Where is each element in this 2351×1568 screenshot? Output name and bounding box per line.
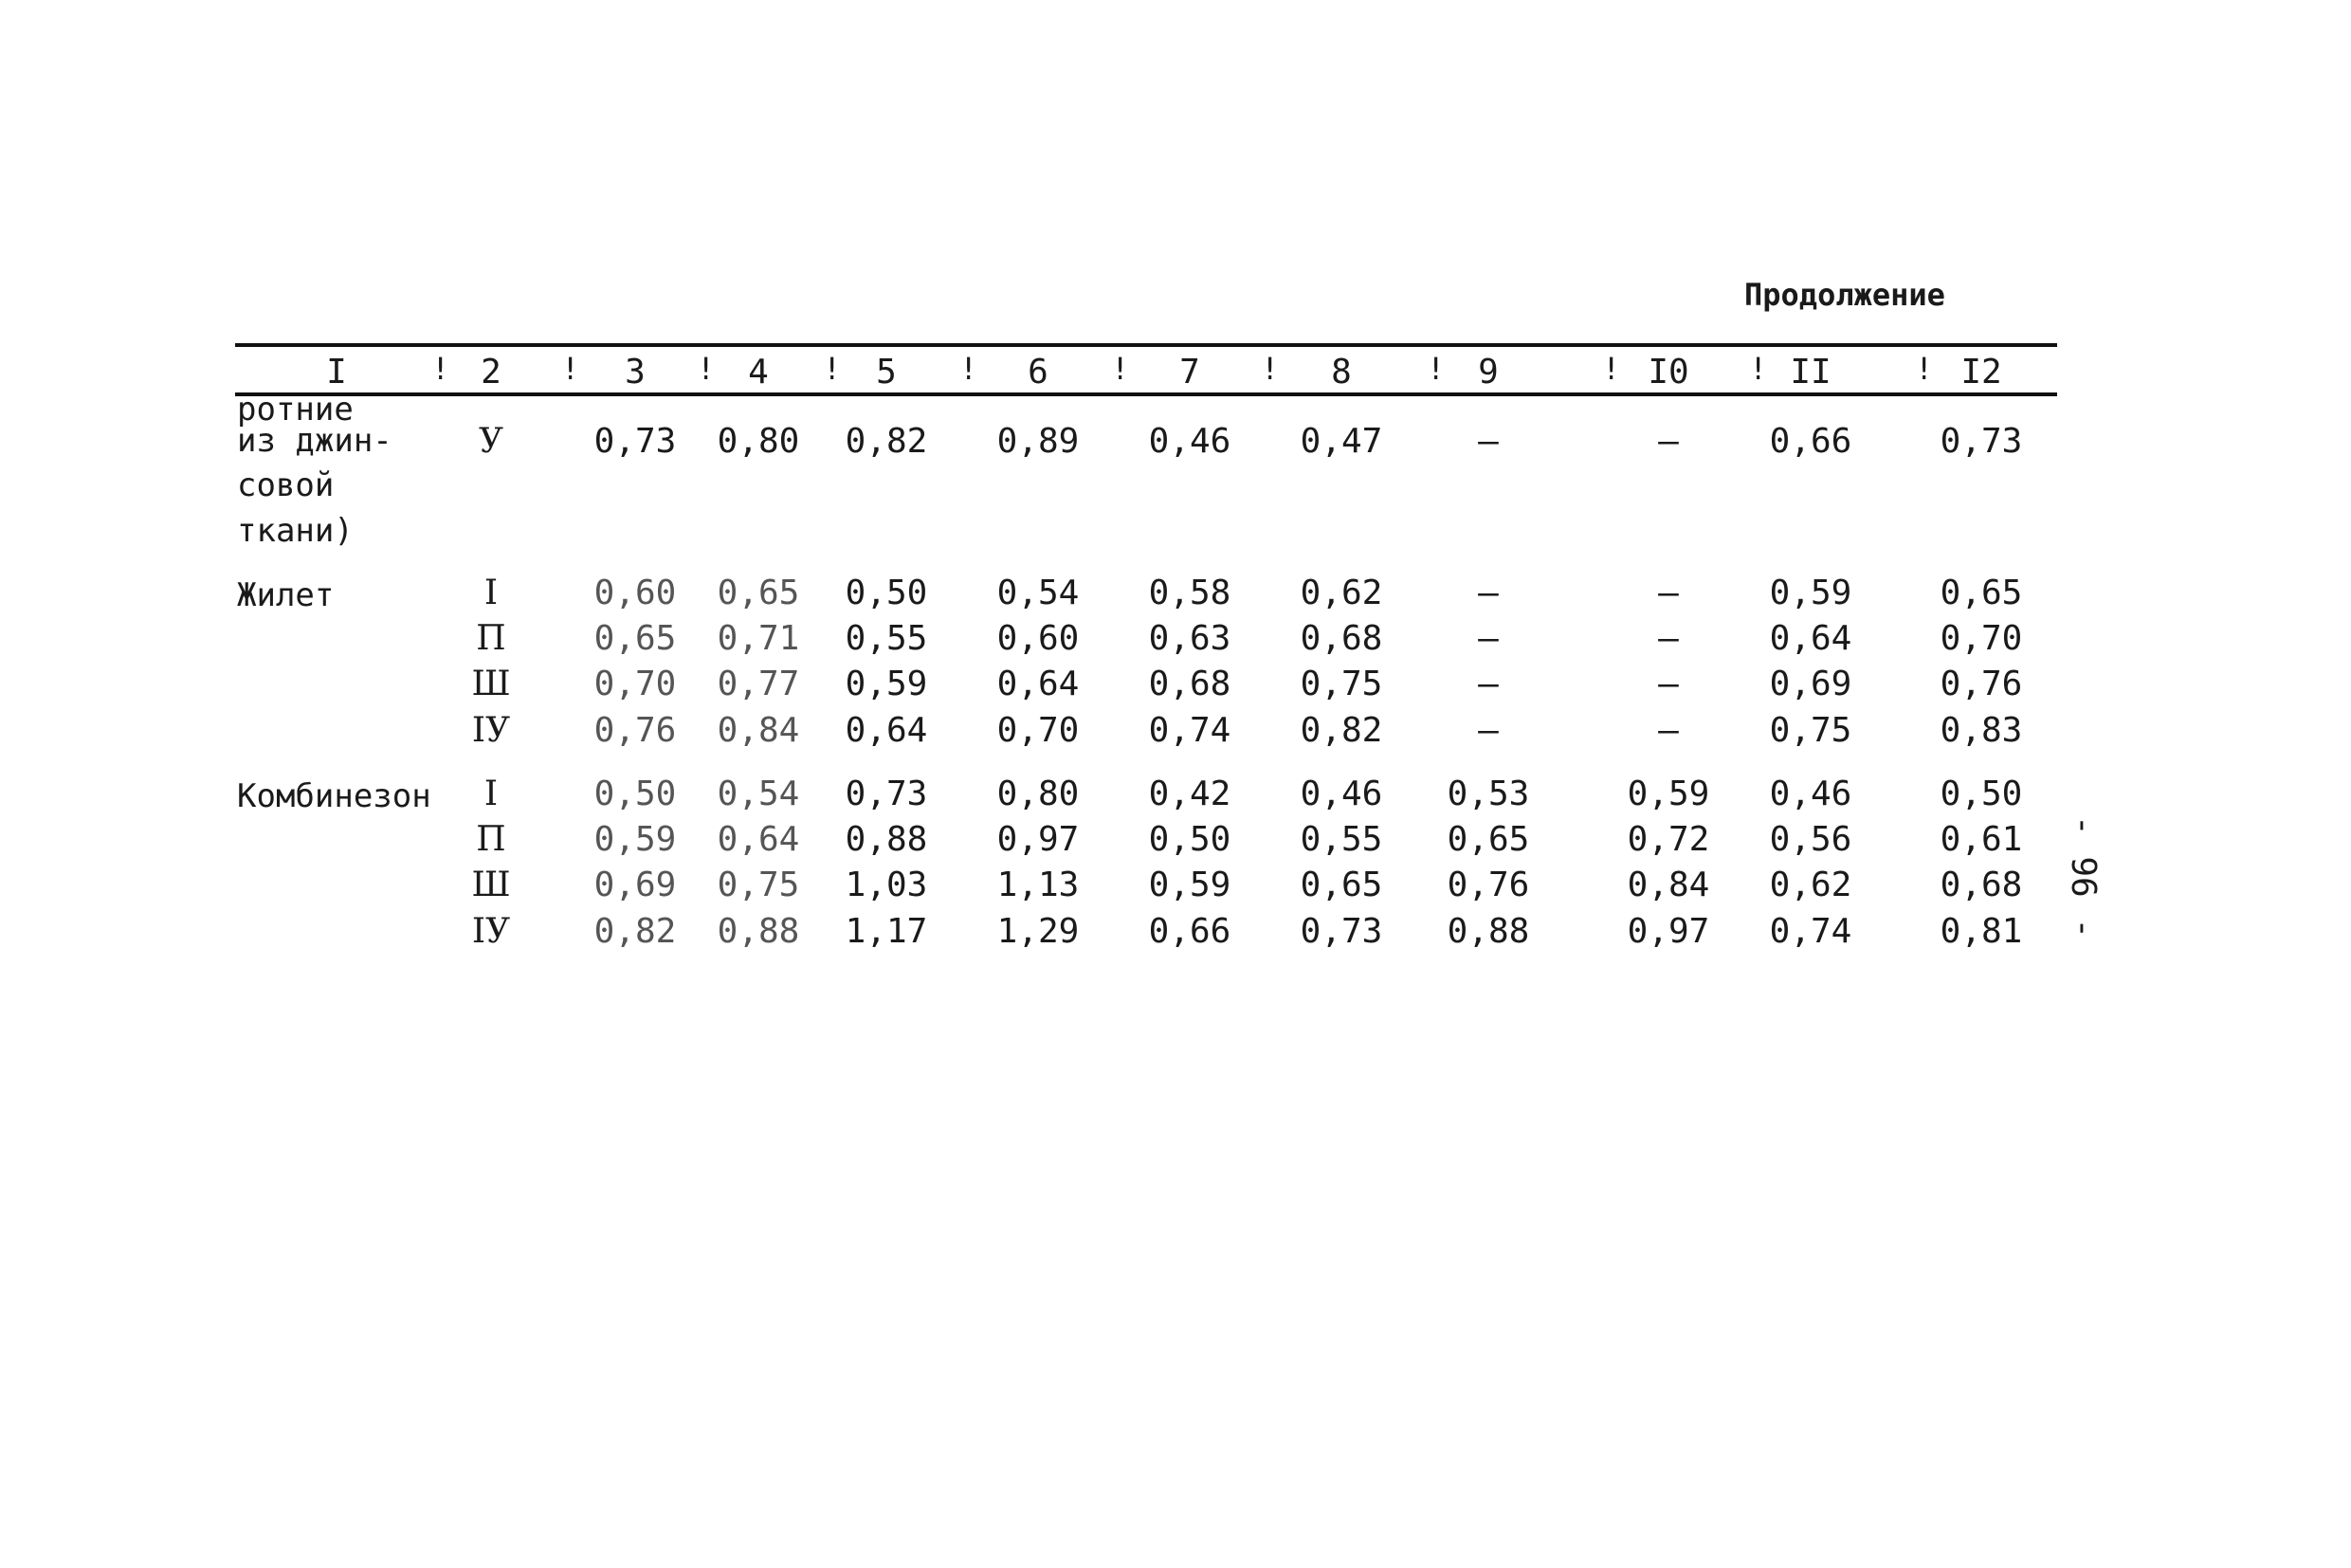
value-cell: 0,89	[996, 422, 1080, 461]
value-cell: 0,77	[717, 665, 800, 703]
value-cell: –	[1478, 574, 1499, 612]
value-cell: 0,64	[1769, 619, 1852, 658]
value-cell: 0,63	[1148, 619, 1231, 658]
value-cell: 0,88	[717, 912, 800, 951]
value-cell: 0,55	[1300, 820, 1383, 859]
value-cell: 0,65	[1447, 820, 1530, 859]
size-cell: У	[478, 422, 504, 461]
value-cell: 0,64	[845, 711, 928, 750]
value-cell: 0,59	[1627, 775, 1710, 813]
value-cell: 0,46	[1769, 775, 1852, 813]
value-cell: 0,42	[1148, 775, 1231, 813]
value-cell: 0,73	[1300, 912, 1383, 951]
value-cell: 0,73	[593, 422, 677, 461]
value-cell: 0,65	[717, 574, 800, 612]
value-cell: 0,65	[593, 619, 677, 658]
value-cell: 0,84	[1627, 866, 1710, 904]
continuation-caption: Продолжение	[1744, 277, 1945, 313]
header-separator: !	[697, 351, 716, 387]
value-cell: 0,47	[1300, 422, 1383, 461]
value-cell: 0,70	[996, 711, 1080, 750]
value-cell: 0,50	[593, 775, 677, 813]
value-cell: 0,84	[717, 711, 800, 750]
value-cell: 1,17	[845, 912, 928, 951]
value-cell: 0,68	[1148, 665, 1231, 703]
value-cell: 0,62	[1300, 574, 1383, 612]
value-cell: –	[1478, 619, 1499, 658]
value-cell: –	[1478, 422, 1499, 461]
value-cell: 0,59	[1769, 574, 1852, 612]
value-cell: 0,59	[1148, 866, 1231, 904]
value-cell: 0,75	[717, 866, 800, 904]
row-label: ткани)	[237, 512, 354, 550]
row-label: Комбинезон	[237, 777, 431, 815]
value-cell: –	[1658, 711, 1679, 750]
value-cell: 0,55	[845, 619, 928, 658]
value-cell: 0,97	[1627, 912, 1710, 951]
value-cell: 0,69	[593, 866, 677, 904]
value-cell: 1,13	[996, 866, 1080, 904]
header-separator: !	[1427, 351, 1446, 387]
size-cell: Ш	[471, 665, 511, 703]
value-cell: 0,50	[1148, 820, 1231, 859]
value-cell: –	[1658, 665, 1679, 703]
header-separator: !	[1749, 351, 1768, 387]
header-separator: !	[431, 351, 450, 387]
value-cell: –	[1658, 422, 1679, 461]
header-column-12: I2	[1960, 353, 2002, 392]
value-cell: 0,59	[593, 820, 677, 859]
table-header-rule	[235, 392, 2057, 396]
value-cell: 0,83	[1940, 711, 2023, 750]
value-cell: 0,53	[1447, 775, 1530, 813]
size-cell: IУ	[471, 711, 511, 750]
value-cell: 0,66	[1769, 422, 1852, 461]
header-column-11: II	[1790, 353, 1832, 392]
header-column-2: 2	[481, 353, 501, 392]
header-separator: !	[959, 351, 978, 387]
value-cell: 0,76	[1940, 665, 2023, 703]
value-cell: 0,82	[1300, 711, 1383, 750]
value-cell: 0,62	[1769, 866, 1852, 904]
header-separator: !	[1111, 351, 1130, 387]
header-separator: !	[1915, 351, 1934, 387]
header-column-6: 6	[1028, 353, 1048, 392]
row-label: Жилет	[237, 576, 335, 614]
value-cell: 0,54	[996, 574, 1080, 612]
value-cell: 0,74	[1148, 711, 1231, 750]
header-column-7: 7	[1179, 353, 1200, 392]
size-cell: П	[476, 619, 506, 658]
value-cell: 0,64	[717, 820, 800, 859]
value-cell: 0,75	[1769, 711, 1852, 750]
value-cell: 1,29	[996, 912, 1080, 951]
size-cell: Ш	[471, 866, 511, 904]
value-cell: 0,72	[1627, 820, 1710, 859]
value-cell: –	[1658, 574, 1679, 612]
value-cell: 0,88	[845, 820, 928, 859]
value-cell: –	[1478, 711, 1499, 750]
page-number: - 96 -	[2064, 815, 2103, 939]
value-cell: 0,50	[1940, 775, 2023, 813]
value-cell: 0,88	[1447, 912, 1530, 951]
value-cell: 0,97	[996, 820, 1080, 859]
value-cell: 0,70	[593, 665, 677, 703]
header-column-9: 9	[1478, 353, 1499, 392]
value-cell: 0,76	[593, 711, 677, 750]
header-column-1: I	[326, 353, 347, 392]
size-cell: I	[483, 574, 499, 612]
value-cell: 0,80	[996, 775, 1080, 813]
header-separator: !	[823, 351, 842, 387]
value-cell: 0,74	[1769, 912, 1852, 951]
row-label: ротние	[237, 391, 354, 428]
value-cell: 0,61	[1940, 820, 2023, 859]
value-cell: 0,81	[1940, 912, 2023, 951]
value-cell: 0,70	[1940, 619, 2023, 658]
value-cell: 0,76	[1447, 866, 1530, 904]
header-separator: !	[1602, 351, 1621, 387]
value-cell: 0,54	[717, 775, 800, 813]
size-cell: I	[483, 775, 499, 813]
value-cell: 0,64	[996, 665, 1080, 703]
header-separator: !	[561, 351, 580, 387]
value-cell: 0,82	[593, 912, 677, 951]
value-cell: 0,60	[996, 619, 1080, 658]
value-cell: 0,68	[1940, 866, 2023, 904]
value-cell: 0,46	[1300, 775, 1383, 813]
row-label: совой	[237, 466, 335, 504]
header-separator: !	[1261, 351, 1280, 387]
size-cell: П	[476, 820, 506, 859]
value-cell: 0,59	[845, 665, 928, 703]
value-cell: 0,58	[1148, 574, 1231, 612]
header-column-10: I0	[1648, 353, 1689, 392]
value-cell: 0,73	[1940, 422, 2023, 461]
size-cell: IУ	[471, 912, 511, 951]
header-column-5: 5	[876, 353, 897, 392]
value-cell: 1,03	[845, 866, 928, 904]
value-cell: 0,56	[1769, 820, 1852, 859]
value-cell: 0,65	[1940, 574, 2023, 612]
value-cell: 0,71	[717, 619, 800, 658]
value-cell: 0,80	[717, 422, 800, 461]
header-column-4: 4	[748, 353, 769, 392]
value-cell: 0,75	[1300, 665, 1383, 703]
value-cell: 0,50	[845, 574, 928, 612]
value-cell: 0,82	[845, 422, 928, 461]
value-cell: 0,60	[593, 574, 677, 612]
value-cell: 0,68	[1300, 619, 1383, 658]
table-top-rule	[235, 343, 2057, 347]
value-cell: 0,66	[1148, 912, 1231, 951]
value-cell: 0,46	[1148, 422, 1231, 461]
row-label: из джин-	[237, 422, 392, 460]
value-cell: –	[1478, 665, 1499, 703]
header-column-8: 8	[1331, 353, 1352, 392]
header-column-3: 3	[625, 353, 646, 392]
value-cell: 0,65	[1300, 866, 1383, 904]
value-cell: 0,73	[845, 775, 928, 813]
value-cell: 0,69	[1769, 665, 1852, 703]
value-cell: –	[1658, 619, 1679, 658]
